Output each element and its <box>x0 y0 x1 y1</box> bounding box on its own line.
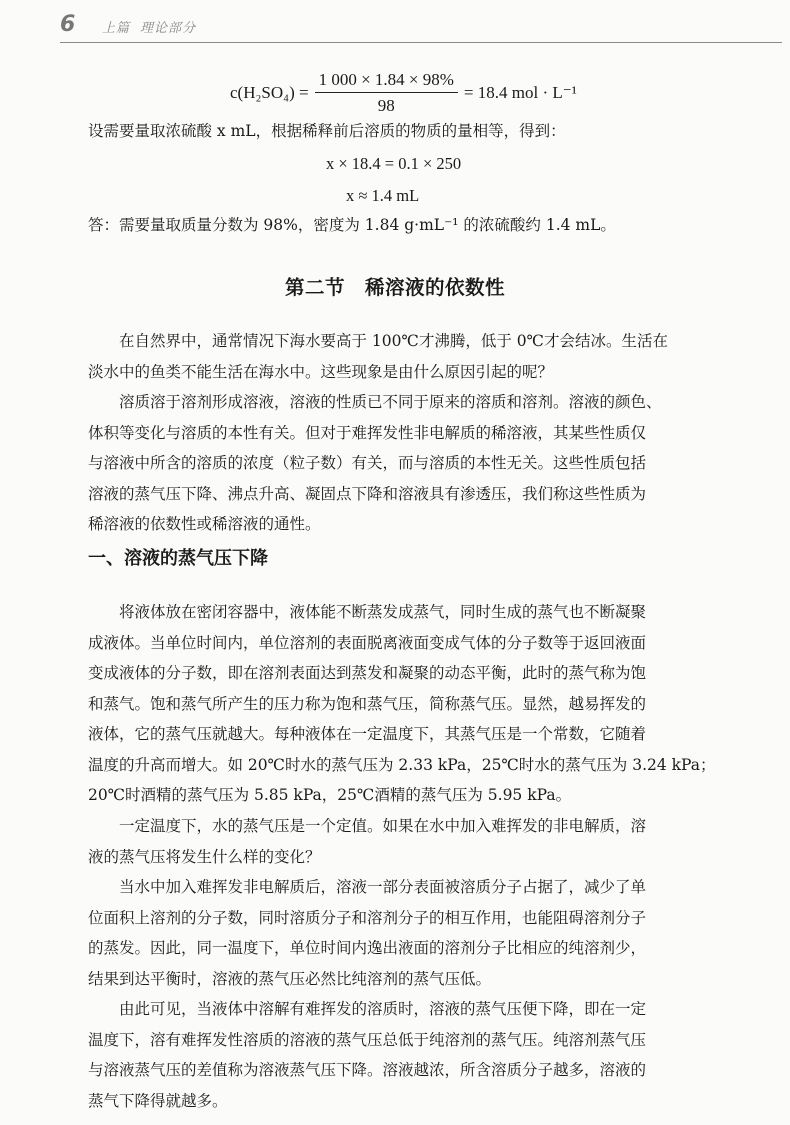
body-paragraph-4 <box>88 994 754 1116</box>
formula-lhs: c(H₂SO₄) = <box>230 83 309 102</box>
calc-intro: 设需要量取浓硫酸 x mL，根据稀释前后溶质的物质的量相等，得到： <box>88 122 566 140</box>
running-head <box>102 17 196 36</box>
paragraph-line: 与溶液中所含的溶质的浓度（粒子数）有关，而与溶质的本性无关。这些性质包括 <box>88 454 647 472</box>
paragraph-line: 和蒸气。饱和蒸气所产生的压力称为饱和蒸气压，简称蒸气压。显然，越易挥发的 <box>88 694 647 713</box>
calc-equation-2: x ≈ 1.4 mL <box>346 186 420 205</box>
paragraph-line: 在自然界中，通常情况下海水要高于 100℃才沸腾，低于 0℃才会结冰。生活在 <box>119 332 668 350</box>
paragraph-line: 蒸气下降得就越多。 <box>88 1091 228 1110</box>
paragraph-line: 溶质溶于溶剂形成溶液，溶液的性质已不同于原来的溶质和溶剂。溶液的颜色、 <box>119 393 662 411</box>
formula-fraction <box>315 70 458 116</box>
paragraph-line: 液体，它的蒸气压就越大。每种液体在一定温度下，其蒸气压是一个常数，它随着 <box>88 725 647 743</box>
body-paragraph-2 <box>88 811 754 872</box>
paragraph-line: 将液体放在密闭容器中，液体能不断蒸发成蒸气，同时生成的蒸气也不断凝聚 <box>119 603 647 621</box>
running-head-section: 理论部分 <box>140 21 197 36</box>
paragraph-line: 淡水中的鱼类不能生活在海水中。这些现象是由什么原因引起的呢？ <box>88 362 554 381</box>
paragraph-line: 变成液体的分子数，即在溶剂表面达到蒸发和凝聚的动态平衡，此时的蒸气称为饱 <box>88 664 647 682</box>
formula-denominator: 98 <box>377 96 395 115</box>
paragraph-line: 当水中加入难挥发非电解质后，溶液一部分表面被溶质分子占据了，减少了单 <box>119 878 647 896</box>
paragraph-line: 一定温度下，水的蒸气压是一个定值。如果在水中加入难挥发的非电解质，溶 <box>119 817 647 835</box>
paragraph-line: 由此可见，当液体中溶解有难挥发的溶质时，溶液的蒸气压便下降，即在一定 <box>119 1000 647 1018</box>
paragraph-line: 的蒸发。因此，同一温度下，单位时间内逸出液面的溶剂分子比相应的纯溶剂少， <box>88 939 647 957</box>
subsection-title: 一、溶液的蒸气压下降 <box>88 548 268 569</box>
paragraph-line: 结果到达平衡时，溶液的蒸气压必然比纯溶剂的蒸气压低。 <box>88 969 492 988</box>
paragraph-line: 温度的升高而增大。如 20℃时水的蒸气压为 2.33 kPa，25℃时水的蒸气压为 3.24 kPa； <box>88 755 716 774</box>
formula-numerator: 1 000 × 1.84 × 98% <box>315 70 458 93</box>
paragraph-line: 体积等变化与溶质的本性有关。但对于难挥发性非电解质的稀溶液，其某些性质仅 <box>88 423 647 442</box>
intro-paragraph-2 <box>88 387 754 540</box>
paragraph-line: 溶液的蒸气压下降、沸点升高、凝固点下降和溶液具有渗透压，我们称这些性质为 <box>88 484 647 503</box>
paragraph-line: 成液体。当单位时间内，单位溶剂的表面脱离液面变成气体的分子数等于返回液面 <box>88 633 647 652</box>
concentration-formula <box>230 66 577 120</box>
running-head-part: 上篇 <box>102 21 131 36</box>
calc-answer: 答：需要量取质量分数为 98%，密度为 1.84 g·mL⁻¹ 的浓硫酸约 1.4 mL。 <box>88 216 616 234</box>
paragraph-line: 温度下，溶有难挥发性溶质的溶液的蒸气压总低于纯溶剂的蒸气压。纯溶剂蒸气压 <box>88 1030 647 1049</box>
paragraph-line: 与溶液蒸气压的差值称为溶液蒸气压下降。溶液越浓，所含溶质分子越多，溶液的 <box>88 1061 647 1079</box>
paragraph-line: 位面积上溶剂的分子数，同时溶质分子和溶剂分子的相互作用，也能阻碍溶剂分子 <box>88 908 647 927</box>
body-paragraph-3 <box>88 872 754 994</box>
intro-paragraph-1 <box>88 326 754 387</box>
formula-rhs: = 18.4 mol · L⁻¹ <box>463 83 577 102</box>
section-title: 第二节 稀溶液的依数性 <box>284 276 505 299</box>
page-number: 6 <box>60 12 76 37</box>
body-paragraph-1 <box>88 597 754 811</box>
page-header <box>60 8 782 43</box>
paragraph-line: 液的蒸气压将发生什么样的变化？ <box>88 847 321 866</box>
calc-equation-1: x × 18.4 = 0.1 × 250 <box>326 154 462 173</box>
paragraph-line: 稀溶液的依数性或稀溶液的通性。 <box>88 515 321 533</box>
paragraph-line: 20℃时酒精的蒸气压为 5.85 kPa，25℃酒精的蒸气压为 5.95 kPa。 <box>88 786 572 804</box>
